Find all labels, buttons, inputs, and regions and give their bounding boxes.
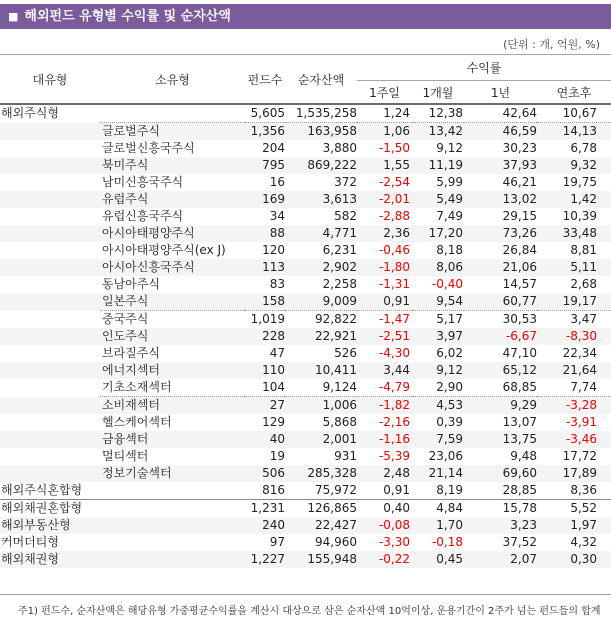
- category-cell: [0, 345, 100, 362]
- subcategory-cell: 아시아태평양주식: [102, 226, 195, 240]
- category-cell: [0, 140, 100, 157]
- category-cell: [0, 208, 100, 225]
- fund-count-cell: 120: [262, 243, 285, 257]
- return-1y-cell: 28,85: [464, 482, 537, 500]
- subcategory-cell: [100, 500, 245, 518]
- net-assets-cell: 2,001: [322, 432, 357, 446]
- units-note: (단위 : 개, 억원, %): [503, 38, 600, 51]
- return-1m-cell: 0,39: [436, 415, 463, 429]
- return-1w-cell: -4,79: [357, 379, 412, 397]
- return-ytd-cell: -8,30: [565, 329, 598, 343]
- table-row: [0, 157, 611, 174]
- return-1y-cell: 21,06: [502, 260, 537, 274]
- fund-count-cell: 88: [269, 226, 285, 240]
- net-assets-cell: 5,868: [322, 415, 357, 429]
- title-bullet-icon: ■: [8, 10, 19, 23]
- net-assets-cell: 163,958: [307, 124, 357, 138]
- return-ytd-cell: 6,78: [570, 141, 598, 155]
- return-1m-cell: 11,19: [428, 158, 463, 172]
- table-row: [0, 225, 611, 242]
- return-1y-cell: 13,75: [502, 432, 537, 446]
- subcategory-cell: 유럽신흥국주식: [102, 209, 184, 223]
- return-1y-cell: 13,07: [502, 415, 537, 429]
- subcategory-cell: 헬스케어섹터: [102, 415, 172, 429]
- return-1m-cell: 4,53: [436, 398, 463, 412]
- return-1y-cell: 65,12: [502, 363, 537, 377]
- return-ytd-cell: 9,32: [570, 158, 598, 172]
- table-row: [0, 242, 611, 259]
- fund-count-cell: 169: [262, 192, 285, 206]
- return-ytd-cell: 2,68: [570, 277, 598, 291]
- net-assets-cell: 6,231: [322, 243, 357, 257]
- return-1m-cell: 4,84: [436, 501, 463, 515]
- return-1m-cell: 5,99: [436, 175, 463, 189]
- subcategory-cell: 정보기술섹터: [102, 466, 172, 480]
- return-ytd-cell: 19,75: [562, 175, 598, 189]
- category-cell: [0, 448, 100, 465]
- table-row: [0, 208, 611, 225]
- return-1w-cell: 2,48: [383, 466, 410, 480]
- return-ytd-cell: 0,30: [570, 552, 598, 566]
- table-row: [0, 311, 611, 329]
- return-ytd-cell: 22,34: [562, 346, 598, 360]
- net-assets-cell: 869,222: [307, 158, 357, 172]
- return-1w-cell: -2,54: [378, 175, 410, 189]
- return-1m-cell: 2,90: [412, 379, 464, 397]
- table-row: [0, 414, 611, 431]
- category-cell: [0, 174, 100, 191]
- table-body: [0, 104, 611, 568]
- return-1w-cell: 1,55: [383, 158, 410, 172]
- return-1w-cell: -2,88: [378, 209, 410, 223]
- return-1w-cell: -3,30: [378, 535, 410, 549]
- return-1w-cell: -1,80: [378, 260, 410, 274]
- fund-count-cell: 816: [245, 482, 285, 500]
- return-1w-cell: -5,39: [378, 449, 410, 463]
- table-row: [0, 448, 611, 465]
- category-cell: [0, 397, 100, 415]
- subcategory-cell: 브라질주식: [102, 346, 160, 360]
- net-assets-cell: 2,258: [322, 277, 357, 291]
- subcategory-cell: 동남아주식: [102, 277, 160, 291]
- return-1y-cell: 13,02: [502, 192, 537, 206]
- return-1y-cell: 9,29: [510, 398, 537, 412]
- net-assets-cell: 1,006: [322, 398, 357, 412]
- return-ytd-cell: -3,46: [565, 432, 598, 446]
- table-row: [0, 362, 611, 379]
- category-cell: [0, 225, 100, 242]
- subcategory-cell: 멀티섹터: [102, 449, 149, 463]
- fund-count-cell: 34: [269, 209, 285, 223]
- return-1m-cell: 9,54: [412, 293, 464, 311]
- net-assets-cell: 372: [334, 175, 357, 189]
- return-1y-cell: 68,85: [464, 379, 537, 397]
- return-1m-cell: 12,38: [412, 104, 464, 123]
- return-1w-cell: 3,44: [383, 363, 410, 377]
- table-row: [0, 328, 611, 345]
- table-row: [0, 500, 611, 518]
- return-1m-cell: 5,17: [436, 312, 463, 326]
- return-1y-cell: 14,57: [502, 277, 537, 291]
- return-1w-cell: 0,40: [383, 501, 410, 515]
- net-assets-cell: 126,865: [307, 501, 357, 515]
- return-1w-cell: -1,47: [378, 312, 410, 326]
- subcategory-cell: 소비재섹터: [102, 398, 160, 412]
- header-returns-group: 수익률: [357, 55, 611, 81]
- table-row: [0, 379, 611, 397]
- table-row: [0, 174, 611, 191]
- return-1y-cell: 69,60: [502, 466, 537, 480]
- return-1m-cell: 3,97: [436, 329, 463, 343]
- fund-returns-table: [0, 54, 611, 568]
- footnote-divider: [0, 594, 611, 595]
- return-1w-cell: 0,91: [357, 293, 412, 311]
- return-ytd-cell: 4,32: [570, 535, 598, 549]
- subcategory-cell: 금융섹터: [102, 432, 149, 446]
- return-1w-cell: -1,50: [378, 141, 410, 155]
- return-1w-cell: -2,16: [378, 415, 410, 429]
- category-cell: [0, 123, 100, 141]
- return-1y-cell: 46,21: [502, 175, 537, 189]
- category-cell: [0, 242, 100, 259]
- table-row: [0, 276, 611, 293]
- header-return-ytd: 연초후: [556, 85, 592, 100]
- category-cell: [0, 328, 100, 345]
- subcategory-cell: [100, 534, 245, 551]
- return-1w-cell: 1,06: [383, 124, 410, 138]
- category-cell: [0, 191, 100, 208]
- return-1y-cell: 30,53: [502, 312, 537, 326]
- table-row: [0, 140, 611, 157]
- return-ytd-cell: -3,28: [565, 398, 598, 412]
- table-row: [0, 191, 611, 208]
- table-row: [0, 431, 611, 448]
- net-assets-cell: 92,822: [315, 312, 357, 326]
- return-1y-cell: 15,78: [502, 501, 537, 515]
- category-cell: [0, 465, 100, 482]
- category-cell: [0, 379, 100, 397]
- return-1m-cell: 9,12: [436, 363, 463, 377]
- return-ytd-cell: 1,42: [570, 192, 598, 206]
- subcategory-cell: [100, 482, 245, 500]
- fund-count-cell: 1,356: [250, 124, 285, 138]
- return-1w-cell: -1,31: [378, 277, 410, 291]
- return-1w-cell: -1,82: [378, 398, 410, 412]
- return-ytd-cell: 10,67: [537, 104, 611, 123]
- return-ytd-cell: 5,52: [570, 501, 598, 515]
- return-1m-cell: -0,40: [431, 277, 463, 291]
- fund-count-cell: 129: [262, 415, 285, 429]
- return-1w-cell: -0,46: [378, 243, 410, 257]
- return-1m-cell: 1,70: [436, 518, 463, 532]
- category-cell: [0, 431, 100, 448]
- subcategory-cell: 아시아태평양주식(ex J): [102, 243, 226, 257]
- return-1w-cell: 0,91: [357, 482, 412, 500]
- return-1m-cell: 6,02: [436, 346, 463, 360]
- fund-count-cell: 16: [269, 175, 285, 189]
- header-return-1w: 1주일: [369, 85, 400, 100]
- return-ytd-cell: -3,91: [565, 415, 598, 429]
- return-1m-cell: -0,18: [431, 535, 463, 549]
- return-1m-cell: 5,49: [436, 192, 463, 206]
- return-1m-cell: 13,42: [428, 124, 463, 138]
- return-1m-cell: 8,06: [436, 260, 463, 274]
- table-row: [0, 104, 611, 123]
- net-assets-cell: 285,328: [307, 466, 357, 480]
- header-subcategory: 소유형: [155, 72, 190, 87]
- return-1y-cell: 42,64: [464, 104, 537, 123]
- category-cell: [0, 362, 100, 379]
- subcategory-cell: 남미신흥국주식: [102, 175, 184, 189]
- fund-count-cell: 83: [269, 277, 285, 291]
- fund-count-cell: 97: [269, 535, 285, 549]
- page-title: 해외펀드 유형별 수익률 및 순자산액: [24, 9, 231, 24]
- subcategory-cell: 글로벌신흥국주식: [102, 141, 195, 155]
- net-assets-cell: 931: [334, 449, 357, 463]
- subcategory-cell: [100, 517, 245, 534]
- subcategory-cell: [100, 104, 245, 123]
- table-row: [0, 293, 611, 311]
- table-row: [0, 465, 611, 482]
- fund-count-cell: 158: [245, 293, 285, 311]
- return-1y-cell: 46,59: [502, 124, 537, 138]
- header-net-assets: 순자산액: [297, 72, 345, 87]
- net-assets-cell: 2,902: [322, 260, 357, 274]
- return-1w-cell: -4,30: [378, 346, 410, 360]
- return-ytd-cell: 21,64: [562, 363, 598, 377]
- header-category: 대유형: [32, 72, 68, 87]
- fund-count-cell: 795: [262, 158, 285, 172]
- fund-count-cell: 113: [262, 260, 285, 274]
- return-ytd-cell: 5,11: [570, 260, 598, 274]
- net-assets-cell: 4,771: [322, 226, 357, 240]
- net-assets-cell: 1,535,258: [285, 104, 357, 123]
- fund-count-cell: 40: [269, 432, 285, 446]
- return-ytd-cell: 3,47: [570, 312, 598, 326]
- return-ytd-cell: 7,74: [537, 379, 611, 397]
- return-1w-cell: -0,08: [378, 518, 410, 532]
- category-cell: 해외주식형: [1, 106, 59, 121]
- fund-count-cell: 240: [262, 518, 285, 532]
- subcategory-cell: 북미주식: [102, 158, 149, 172]
- net-assets-cell: 10,411: [315, 363, 357, 377]
- return-1y-cell: 9,48: [510, 449, 537, 463]
- return-1y-cell: -6,67: [505, 329, 537, 343]
- fund-count-cell: 228: [262, 329, 285, 343]
- return-1m-cell: 7,49: [436, 209, 463, 223]
- return-1y-cell: 60,77: [464, 293, 537, 311]
- net-assets-cell: 22,427: [315, 518, 357, 532]
- fund-count-cell: 110: [262, 363, 285, 377]
- table-row: [0, 397, 611, 415]
- header-fund-count: 펀드수: [247, 72, 283, 87]
- subcategory-cell: 중국주식: [102, 312, 149, 326]
- category-cell: [0, 276, 100, 293]
- subcategory-cell: 에너지섹터: [102, 363, 160, 377]
- fund-count-cell: 19: [269, 449, 285, 463]
- return-1y-cell: 30,23: [502, 141, 537, 155]
- return-1y-cell: 73,26: [502, 226, 537, 240]
- category-cell: 해외채권형: [1, 552, 59, 566]
- return-1w-cell: -1,16: [378, 432, 410, 446]
- return-ytd-cell: 19,17: [537, 293, 611, 311]
- category-cell: 커머더티형: [1, 535, 59, 549]
- return-1y-cell: 2,07: [510, 552, 537, 566]
- subcategory-cell: 글로벌주식: [102, 124, 160, 138]
- subcategory-cell: [100, 551, 245, 568]
- report-title-bar: [0, 4, 611, 29]
- return-1m-cell: 9,12: [436, 141, 463, 155]
- return-1y-cell: 3,23: [510, 518, 537, 532]
- table-row: [0, 551, 611, 568]
- return-ytd-cell: 1,97: [570, 518, 598, 532]
- return-ytd-cell: 33,48: [562, 226, 598, 240]
- net-assets-cell: 75,972: [285, 482, 357, 500]
- net-assets-cell: 582: [334, 209, 357, 223]
- fund-count-cell: 104: [245, 379, 285, 397]
- return-ytd-cell: 17,72: [562, 449, 598, 463]
- net-assets-cell: 3,613: [322, 192, 357, 206]
- category-cell: 해외채권혼합형: [1, 501, 83, 515]
- fund-count-cell: 1,231: [250, 501, 285, 515]
- return-1m-cell: 21,14: [428, 466, 463, 480]
- category-cell: [0, 414, 100, 431]
- table-row: [0, 259, 611, 276]
- category-cell: 해외주식혼합형: [0, 482, 100, 500]
- table-row: [0, 482, 611, 500]
- category-cell: [0, 311, 100, 329]
- fund-count-cell: 204: [262, 141, 285, 155]
- net-assets-cell: 526: [334, 346, 357, 360]
- subcategory-cell: 인도주식: [102, 329, 149, 343]
- return-1m-cell: 17,20: [428, 226, 463, 240]
- net-assets-cell: 3,880: [322, 141, 357, 155]
- subcategory-cell: 일본주식: [100, 293, 245, 311]
- return-1y-cell: 29,15: [502, 209, 537, 223]
- return-ytd-cell: 10,39: [562, 209, 598, 223]
- subcategory-cell: 아시아신흥국주식: [102, 260, 195, 274]
- fund-count-cell: 27: [269, 398, 285, 412]
- table-row: [0, 517, 611, 534]
- fund-count-cell: 1,019: [250, 312, 285, 326]
- fund-count-cell: 1,227: [250, 552, 285, 566]
- return-1m-cell: 0,45: [436, 552, 463, 566]
- return-1y-cell: 47,10: [502, 346, 537, 360]
- return-1w-cell: 2,36: [383, 226, 410, 240]
- header-return-1m: 1개월: [422, 85, 454, 100]
- return-1w-cell: 1,24: [357, 104, 412, 123]
- return-1m-cell: 8,19: [412, 482, 464, 500]
- return-1m-cell: 7,59: [436, 432, 463, 446]
- table-row: [0, 345, 611, 362]
- return-ytd-cell: 14,13: [562, 124, 598, 138]
- return-1m-cell: 8,18: [436, 243, 463, 257]
- net-assets-cell: 9,124: [285, 379, 357, 397]
- footnote: 주1) 펀드수, 순자산액은 해당유형 가중평균수익률을 계산시 대상으로 삼은 순자산액 10억이상, 운용기간이 2주가 넘는 펀드들의 합계: [18, 606, 601, 617]
- return-ytd-cell: 8,36: [537, 482, 611, 500]
- fund-count-cell: 5,605: [245, 104, 285, 123]
- return-ytd-cell: 17,89: [562, 466, 598, 480]
- return-1y-cell: 37,52: [502, 535, 537, 549]
- return-1w-cell: -0,22: [378, 552, 410, 566]
- net-assets-cell: 94,960: [315, 535, 357, 549]
- table-header: [0, 55, 611, 105]
- table-row: [0, 123, 611, 141]
- category-cell: 해외부동산형: [1, 518, 71, 532]
- return-1y-cell: 37,93: [502, 158, 537, 172]
- net-assets-cell: 9,009: [285, 293, 357, 311]
- category-cell: [0, 259, 100, 276]
- return-1m-cell: 23,06: [428, 449, 463, 463]
- header-return-1y: 1년: [490, 85, 511, 100]
- subcategory-cell: 유럽주식: [102, 192, 149, 206]
- return-ytd-cell: 8,81: [570, 243, 598, 257]
- return-1w-cell: -2,51: [378, 329, 410, 343]
- category-cell: [0, 157, 100, 174]
- fund-count-cell: 506: [262, 466, 285, 480]
- return-1y-cell: 26,84: [502, 243, 537, 257]
- subcategory-cell: 기초소재섹터: [100, 379, 245, 397]
- net-assets-cell: 155,948: [307, 552, 357, 566]
- table-row: [0, 534, 611, 551]
- category-cell: [0, 293, 100, 311]
- net-assets-cell: 22,921: [315, 329, 357, 343]
- fund-count-cell: 47: [269, 346, 285, 360]
- return-1w-cell: -2,01: [378, 192, 410, 206]
